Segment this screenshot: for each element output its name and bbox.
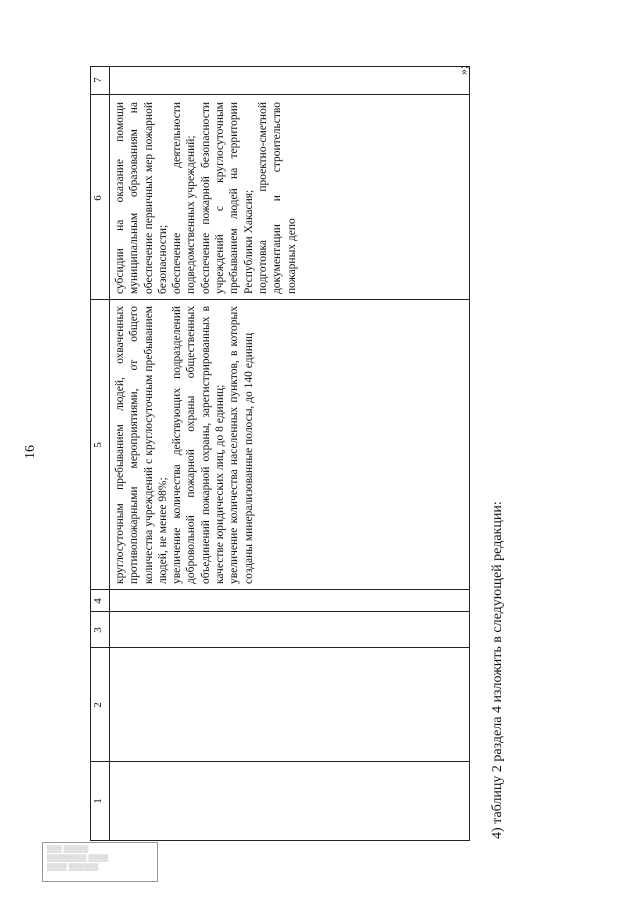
col5-paragraph: круглосуточным пребыванием людей, охваченных противопожарными мероприятиями, от общего количества учреждений с круглосуточным пребыванием людей, не менее 98%; [114, 306, 169, 584]
header-col-7: 7 [92, 77, 104, 83]
header-col-4: 4 [92, 598, 104, 604]
col-divider [91, 647, 469, 648]
col-divider [91, 589, 469, 590]
header-col-3: 3 [92, 627, 104, 633]
header-col-5: 5 [92, 442, 104, 448]
col-divider [91, 611, 469, 612]
stamp-line: ▒▒▒▒▒▒▒▒ ▒▒▒▒ [47, 854, 109, 862]
header-col-6: 6 [92, 195, 104, 201]
cell-col-6 [113, 102, 299, 294]
program-table [90, 66, 470, 841]
col5-paragraph: увеличение количества населенных пунктов, в которых созданы минерализованные полосы, до 140 единиц [228, 306, 255, 584]
col5-paragraph: увеличение количества действующих подразделений добровольной пожарной охраны общественных объединений пожарной охраны, зарегистрированных в качестве юридических лиц, до 8 единиц; [171, 306, 227, 584]
stamp-image [42, 842, 158, 882]
col6-paragraph: обеспечение пожарной безопасности учреждений с круглосуточным пребыванием людей на территории Республики Хакасия; [199, 102, 255, 294]
col6-paragraph: субсидии на оказание помощи муниципальным образованиям на обеспечение первичных мер пожарной безопасности; [114, 102, 169, 294]
col-divider [91, 299, 469, 300]
page-number: 16 [23, 445, 38, 459]
cell-col-5 [113, 306, 256, 584]
stamp-line: ▒▒▒▒ ▒▒▒▒▒▒ [47, 863, 99, 871]
amendment-note: 4) таблицу 2 раздела 4 изложить в следующей редакции: [490, 501, 505, 839]
col6-paragraph: подготовка проектно-сметной документации и строительство пожарных депо [256, 102, 298, 294]
col-divider [91, 761, 469, 762]
col6-paragraph: обеспечение деятельности подведомственных учреждений; [171, 102, 198, 294]
header-col-2: 2 [92, 702, 104, 708]
stamp-line: ▒▒▒ ▒▒▒▒▒ [47, 845, 89, 853]
closing-quote: »; [456, 65, 470, 75]
header-col-1: 1 [92, 798, 104, 804]
col-divider [91, 94, 469, 95]
